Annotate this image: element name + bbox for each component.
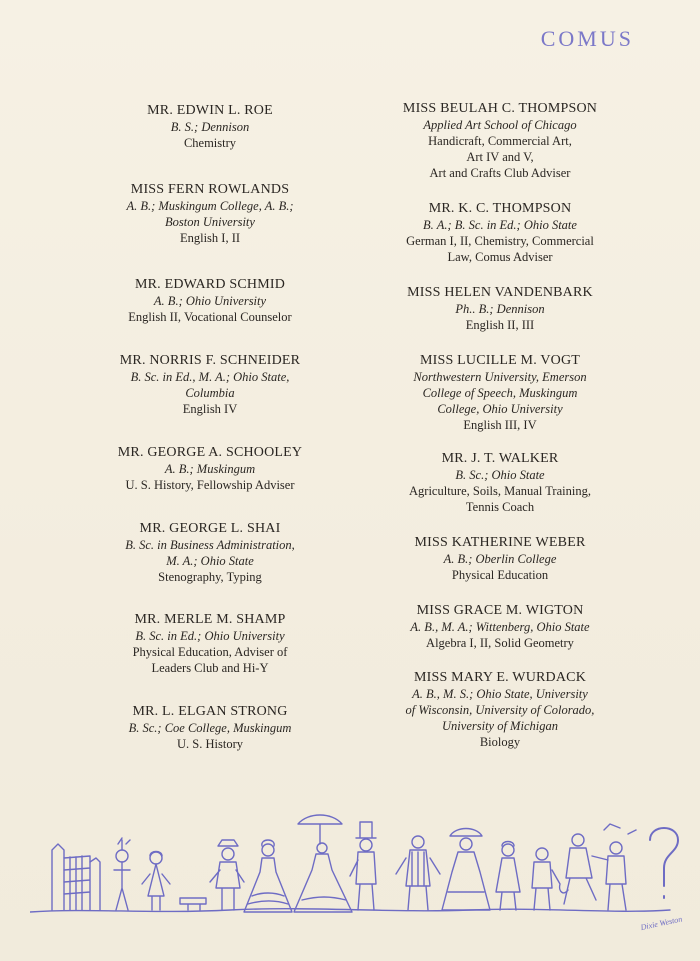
gate-drawing [52,844,100,910]
faculty-subjects: English IV [182,402,238,416]
faculty-name: MR. EDWARD SCHMID [134,277,286,292]
faculty-subjects: Agriculture, Soils, Manual Training, [409,484,591,498]
faculty-subjects: Stenography, Typing [158,570,262,584]
faculty-entry [355,450,645,515]
faculty-entry [60,181,360,246]
faculty-credentials: A. B.; Muskingum [164,462,256,476]
faculty-name: MR. MERLE M. SHAMP [134,612,286,627]
figure-colonial-man [210,840,244,910]
faculty-credentials: B. Sc.; Coe College, Muskingum [128,721,292,735]
faculty-subjects: U. S. History [177,737,243,751]
faculty-subjects: English I, II [179,231,241,245]
faculty-subjects: Art IV and V, [466,150,534,164]
faculty-subjects: Tennis Coach [465,500,535,514]
faculty-subjects: Physical Education, Adviser of [132,645,288,659]
question-mark [650,828,678,898]
faculty-credentials: B. Sc. in Ed., M. A.; Ohio State, [130,370,290,384]
faculty-credentials: B. A.; B. Sc. in Ed.; Ohio State [423,218,577,232]
faculty-subjects: English II, III [465,318,535,332]
figure-parasol-lady [294,815,352,912]
signpost [180,898,206,910]
faculty-entry [355,284,645,333]
faculty-subjects: Law, Comus Adviser [447,250,553,264]
faculty-entry [355,100,645,181]
faculty-credentials: Columbia [185,386,235,400]
faculty-credentials: M. A.; Ohio State [166,554,254,568]
faculty-entry [355,534,645,583]
faculty-credentials: College, Ohio University [437,402,563,416]
faculty-name: MISS MARY E. WURDACK [413,670,587,685]
figure-girl [142,852,170,911]
faculty-name: MISS HELEN VANDENBARK [407,285,593,300]
faculty-entry [355,602,645,651]
faculty-name: MR. GEORGE L. SHAI [139,521,281,536]
faculty-subjects: English II, Vocational Counselor [128,310,292,324]
faculty-entry [60,611,360,676]
faculty-subjects: Chemistry [183,136,237,150]
faculty-credentials: Ph.. B.; Dennison [455,302,545,316]
faculty-name: MISS LUCILLE M. VOGT [419,353,581,368]
faculty-credentials: B. Sc. in Ed.; Ohio University [135,629,285,643]
faculty-credentials: Boston University [165,215,255,229]
faculty-credentials: of Wisconsin, University of Colorado, [405,703,595,717]
faculty-credentials: College of Speech, Muskingum [422,386,578,400]
faculty-credentials: B. S.; Dennison [170,120,250,134]
faculty-name: MR. GEORGE A. SCHOOLEY [117,445,303,460]
faculty-entry [355,352,645,433]
faculty-credentials: B. Sc. in Business Administration, [125,538,295,552]
faculty-entry [355,200,645,265]
faculty-subjects: U. S. History, Fellowship Adviser [125,478,295,492]
faculty-name: MR. NORRIS F. SCHNEIDER [119,353,301,368]
figure-young-man [532,848,568,910]
faculty-name: MR. J. T. WALKER [441,451,559,466]
figure-boy [114,838,130,910]
figure-hat-lady [442,829,490,911]
parade-illustration [30,800,700,940]
faculty-entry [60,520,360,585]
faculty-subjects: Algebra I, II, Solid Geometry [426,636,574,650]
faculty-entry [60,444,360,493]
figure-lady-gown [244,840,292,912]
faculty-entry [355,669,645,750]
figure-striped-man [396,836,440,910]
faculty-subjects: Art and Crafts Club Adviser [429,166,571,180]
faculty-subjects: English III, IV [463,418,537,432]
figure-top-hat-man [350,822,376,910]
faculty-name: MISS GRACE M. WIGTON [416,603,584,618]
faculty-entry [60,276,360,325]
faculty-name: MISS KATHERINE WEBER [414,535,586,550]
faculty-name: MISS BEULAH C. THOMPSON [402,101,598,116]
faculty-subjects: Leaders Club and Hi-Y [151,661,269,675]
faculty-subjects: German I, II, Chemistry, Commercial [406,234,594,248]
faculty-credentials: A. B.; Ohio University [153,294,267,308]
faculty-name: MISS FERN ROWLANDS [130,182,290,197]
figure-dancing-couple [564,824,636,910]
faculty-credentials: A. B.; Oberlin College [443,552,557,566]
faculty-subjects: Handicraft, Commercial Art, [428,134,572,148]
faculty-name: MR. L. ELGAN STRONG [132,704,288,719]
faculty-credentials: Applied Art School of Chicago [423,118,577,132]
faculty-entry [60,703,360,752]
faculty-credentials: A. B.; Muskingum College, A. B.; [126,199,294,213]
faculty-name: MR. K. C. THOMPSON [428,201,572,216]
faculty-entry [60,352,360,417]
faculty-credentials: B. Sc.; Ohio State [455,468,545,482]
faculty-credentials: A. B., M. A.; Wittenberg, Ohio State [410,620,590,634]
faculty-credentials: A. B., M. S.; Ohio State, University [412,687,588,701]
artist-signature: Dixie Weston [639,914,683,933]
faculty-credentials: Northwestern University, Emerson [413,370,587,384]
faculty-credentials: University of Michigan [442,719,558,733]
figure-flapper [496,842,520,911]
faculty-subjects: Biology [479,735,521,749]
page-title: COMUS [540,26,634,51]
faculty-subjects: Physical Education [451,568,549,582]
faculty-entry [60,102,360,151]
faculty-name: MR. EDWIN L. ROE [147,103,273,118]
